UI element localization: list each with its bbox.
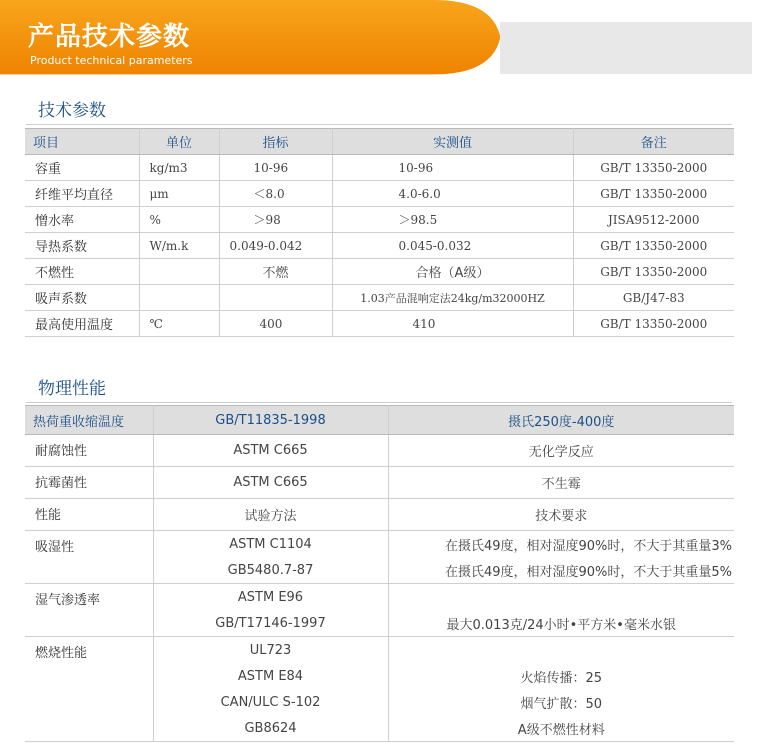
cell-unit: kg/m3 [139, 155, 219, 181]
cell-measured: 410 [332, 311, 573, 337]
cell-method: GB8624 [153, 715, 388, 742]
phys-header-cell: 摄氏250度-400度 [388, 406, 734, 435]
cell-method: UL723 [153, 637, 388, 664]
col-header-item: 项目 [25, 129, 139, 155]
cell-method: GB/T17146-1997 [153, 610, 388, 637]
table-header-row [25, 406, 734, 435]
col-header-note: 备注 [573, 129, 734, 155]
cell-item: 憎水率 [25, 207, 139, 233]
phys-props-table [25, 405, 734, 742]
table-row [25, 311, 734, 337]
cell-spec: ＞98 [219, 207, 332, 233]
cell-note: GB/J47-83 [573, 285, 734, 311]
cell-requirement: 不生霉 [388, 467, 734, 499]
cell-method: 试验方法 [153, 499, 388, 531]
cell-method: GB5480.7-87 [153, 557, 388, 584]
cell-requirement: 无化学反应 [388, 435, 734, 467]
cell-note: JISA9512-2000 [573, 207, 734, 233]
cell-requirement: 烟气扩散：50 [520, 696, 603, 712]
table-row [25, 584, 734, 611]
cell-property: 湿气渗透率 [25, 584, 153, 637]
phys-section-divider [26, 402, 732, 403]
cell-property: 吸湿性 [25, 531, 153, 584]
cell-item: 导热系数 [25, 233, 139, 259]
phys-header-cell: 热荷重收缩温度 [25, 406, 153, 435]
cell-property: 性能 [25, 499, 153, 531]
table-row [25, 531, 734, 558]
table-row [25, 467, 734, 499]
cell-requirement: A级不燃性材料 [388, 715, 734, 742]
cell-measured: 合格（A级） [332, 259, 573, 285]
table-row [25, 285, 734, 311]
cell-spec: 10-96 [219, 155, 332, 181]
cell-requirement: 火焰传播：25 [520, 670, 603, 686]
phys-header-cell: GB/T11835-1998 [153, 406, 388, 435]
cell-spec: 不燃 [219, 259, 332, 285]
table-row [25, 435, 734, 467]
cell-measured: 1.03产品混响定法24kg/m32000HZ [332, 285, 573, 311]
banner-gray-band [500, 22, 752, 74]
cell-item: 吸声系数 [25, 285, 139, 311]
table-row [25, 259, 734, 285]
cell-measured: 4.0-6.0 [332, 181, 573, 207]
cell-note: GB/T 13350-2000 [573, 155, 734, 181]
banner-title: 产品技术参数 [28, 22, 191, 52]
cell-note: GB/T 13350-2000 [573, 233, 734, 259]
cell-requirement: 在摄氏49度，相对湿度90%时，不大于其重量3% [444, 538, 732, 554]
cell-unit: W/m.k [139, 233, 219, 259]
cell-method: ASTM E84 [153, 663, 388, 689]
table-row [25, 155, 734, 181]
cell-item: 容重 [25, 155, 139, 181]
cell-requirement [388, 637, 734, 664]
cell-measured: ＞98.5 [332, 207, 573, 233]
table-row [25, 499, 734, 531]
tech-section-title: 技术参数 [38, 101, 106, 121]
tech-params-table [25, 128, 734, 337]
cell-property: 燃烧性能 [25, 637, 153, 742]
cell-spec: 0.049-0.042 [219, 233, 332, 259]
cell-method: ASTM C665 [153, 435, 388, 467]
cell-requirement: 最大0.013克/24小时•平方米•毫米水银 [388, 610, 734, 637]
cell-spec: 400 [219, 311, 332, 337]
cell-spec [219, 285, 332, 311]
cell-unit: μm [139, 181, 219, 207]
cell-method: ASTM C665 [153, 467, 388, 499]
table-row [25, 233, 734, 259]
phys-section-title: 物理性能 [38, 379, 106, 399]
header-banner [0, 0, 776, 80]
col-header-spec: 指标 [219, 129, 332, 155]
table-row [25, 181, 734, 207]
cell-method: CAN/ULC S-102 [153, 689, 388, 715]
col-header-measured: 实测值 [332, 129, 573, 155]
cell-note: GB/T 13350-2000 [573, 259, 734, 285]
table-header-row [25, 129, 734, 155]
cell-property: 耐腐蚀性 [25, 435, 153, 467]
cell-note: GB/T 13350-2000 [573, 311, 734, 337]
cell-method: ASTM C1104 [153, 531, 388, 558]
cell-requirement [388, 584, 734, 611]
cell-property: 抗霉菌性 [25, 467, 153, 499]
cell-unit [139, 285, 219, 311]
cell-measured: 0.045-0.032 [332, 233, 573, 259]
cell-item: 不燃性 [25, 259, 139, 285]
cell-note: GB/T 13350-2000 [573, 181, 734, 207]
cell-unit [139, 259, 219, 285]
col-header-unit: 单位 [139, 129, 219, 155]
cell-spec: ＜8.0 [219, 181, 332, 207]
cell-unit: ℃ [139, 311, 219, 337]
cell-requirement: 技术要求 [388, 499, 734, 531]
cell-unit: % [139, 207, 219, 233]
table-row [25, 637, 734, 664]
cell-item: 纤维平均直径 [25, 181, 139, 207]
cell-method: ASTM E96 [153, 584, 388, 611]
tech-section-divider [26, 124, 732, 125]
table-row [25, 207, 734, 233]
cell-measured: 10-96 [332, 155, 573, 181]
cell-requirement: 在摄氏49度，相对湿度90%时，不大于其重量5% [388, 557, 734, 584]
cell-item: 最高使用温度 [25, 311, 139, 337]
banner-subtitle: Product technical parameters [30, 54, 193, 67]
